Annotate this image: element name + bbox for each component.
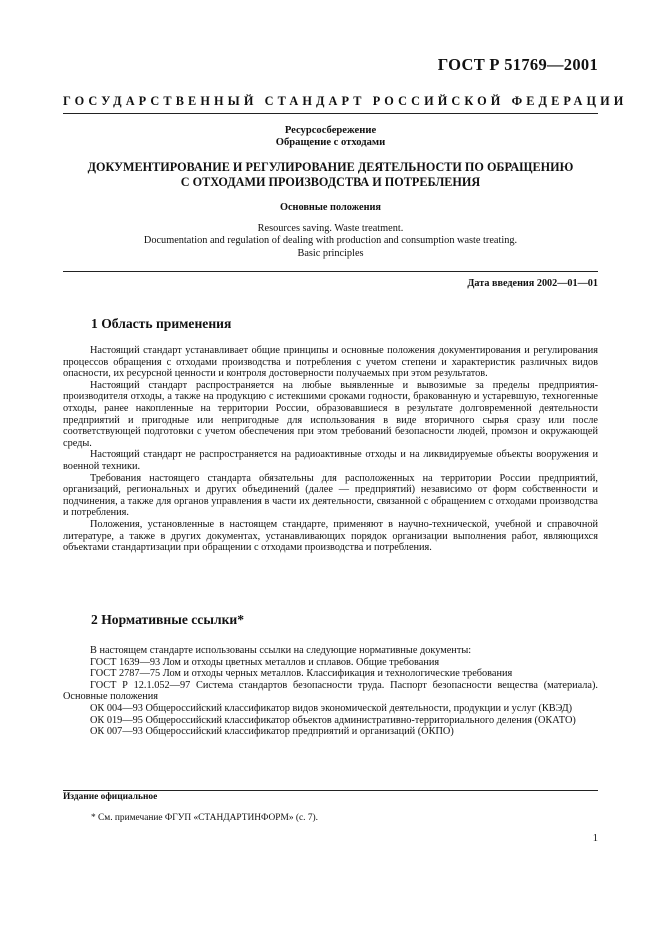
section-1-paragraph: Настоящий стандарт устанавливает общие принципы и основные положения документирования и регулирования процессов обращения с отходами производства и потребления с учетом степени и характеристик различных видов опасности, их ресурсной ценности и контроля достоверности получаемых при этом результатов. — [63, 345, 598, 380]
english-title-line-2: Documentation and regulation of dealing with production and consumption waste treating. — [143, 235, 518, 247]
subtitle-line-2: Обращение с отходами — [275, 137, 386, 149]
normative-reference: ОК 007—93 Общероссийский классификатор предприятий и организаций (ОКПО) — [90, 726, 454, 738]
main-title — [63, 160, 598, 190]
section-1-paragraph: Требования настоящего стандарта обязательны для расположенных на территории России предприятий, организаций, региональных и других объединений (далее — предприятий) независимо от форм собственности и подчинения, а также для органов управления в части их деятельности, связанной с обращением с отходами производства и потребления. — [63, 472, 598, 519]
footnote: * См. примечание ФГУП «СТАНДАРТИНФОРМ» (с. 7). — [91, 813, 318, 823]
normative-reference: ГОСТ Р 12.1.052—97 Система стандартов безопасности труда. Паспорт безопасности вещества (материала). Основные положения — [63, 679, 598, 703]
main-title-line-2: С ОТХОДАМИ ПРОИЗВОДСТВА И ПОТРЕБЛЕНИЯ — [180, 175, 481, 189]
section-1-paragraph: Настоящий стандарт не распространяется на радиоактивные отходы и на ликвидируемые объекты вооружения и военной техники. — [63, 449, 598, 472]
official-edition-label: Издание официальное — [63, 792, 158, 802]
section-1-body — [63, 345, 598, 554]
normative-reference: ГОСТ 1639—93 Лом и отходы цветных металлов и сплавов. Общие требования — [90, 656, 440, 668]
date-of-introduction: Дата введения 2002—01—01 — [467, 278, 598, 289]
section-1-paragraph: Положения, установленные в настоящем стандарте, применяют в научно-технической, учебной и справочной литературе, а также в других документах, устанавливающих порядок организации выполнения работ, являющихся объектами стандартизации при обращении с отходами производства и потребления. — [63, 518, 598, 554]
footer-divider — [63, 790, 598, 791]
normative-reference: ОК 019—95 Общероссийский классификатор объектов административно-территориального деления (ОКАТО) — [90, 714, 576, 726]
state-standard-header: ГОСУДАРСТВЕННЫЙ СТАНДАРТ РОССИЙСКОЙ ФЕДЕРАЦИИ — [63, 94, 628, 108]
main-title-line-1: ДОКУМЕНТИРОВАНИЕ И РЕГУЛИРОВАНИЕ ДЕЯТЕЛЬНОСТИ ПО ОБРАЩЕНИЮ — [87, 160, 574, 174]
english-title-line-3: Basic principles — [297, 247, 364, 259]
section-2-body — [63, 645, 598, 738]
subtitle-block — [63, 125, 598, 149]
document-number: ГОСТ Р 51769—2001 — [437, 55, 598, 74]
section-1-paragraph: Настоящий стандарт распространяется на любые выявленные и вывозимые за пределы предприятия-производителя отходы, а также на продукцию с истекшими сроками годности, бракованную и устаревшую, техногенные отходы, ранее накопленные на территории России, образовавшиеся в результате долговременной деятельности предприятий и пригодные или непригодные для использования в виде вторичного сырья сразу или после соответствующей подготовки с учетом обеспечения при этом требований безопасности людей, промзон и окружающей среды. — [63, 379, 598, 449]
section-1-heading: 1 Область применения — [91, 316, 232, 331]
basic-principles-title: Основные положения — [279, 202, 382, 213]
section-2-intro: В настоящем стандарте использованы ссылки на следующие нормативные документы: — [90, 645, 472, 656]
english-title-line-1: Resources saving. Waste treatment. — [257, 223, 404, 234]
page-number: 1 — [592, 833, 598, 844]
english-title — [63, 223, 598, 260]
normative-reference: ОК 004—93 Общероссийский классификатор видов экономической деятельности, продукции и услуг (КВЭД) — [90, 702, 573, 714]
title-divider — [63, 271, 598, 272]
section-2-heading: 2 Нормативные ссылки* — [91, 612, 245, 627]
header-divider — [63, 113, 598, 114]
normative-reference: ГОСТ 2787—75 Лом и отходы черных металлов. Классификация и технологические требования — [90, 668, 513, 680]
subtitle-line-1: Ресурсосбережение — [284, 125, 377, 136]
